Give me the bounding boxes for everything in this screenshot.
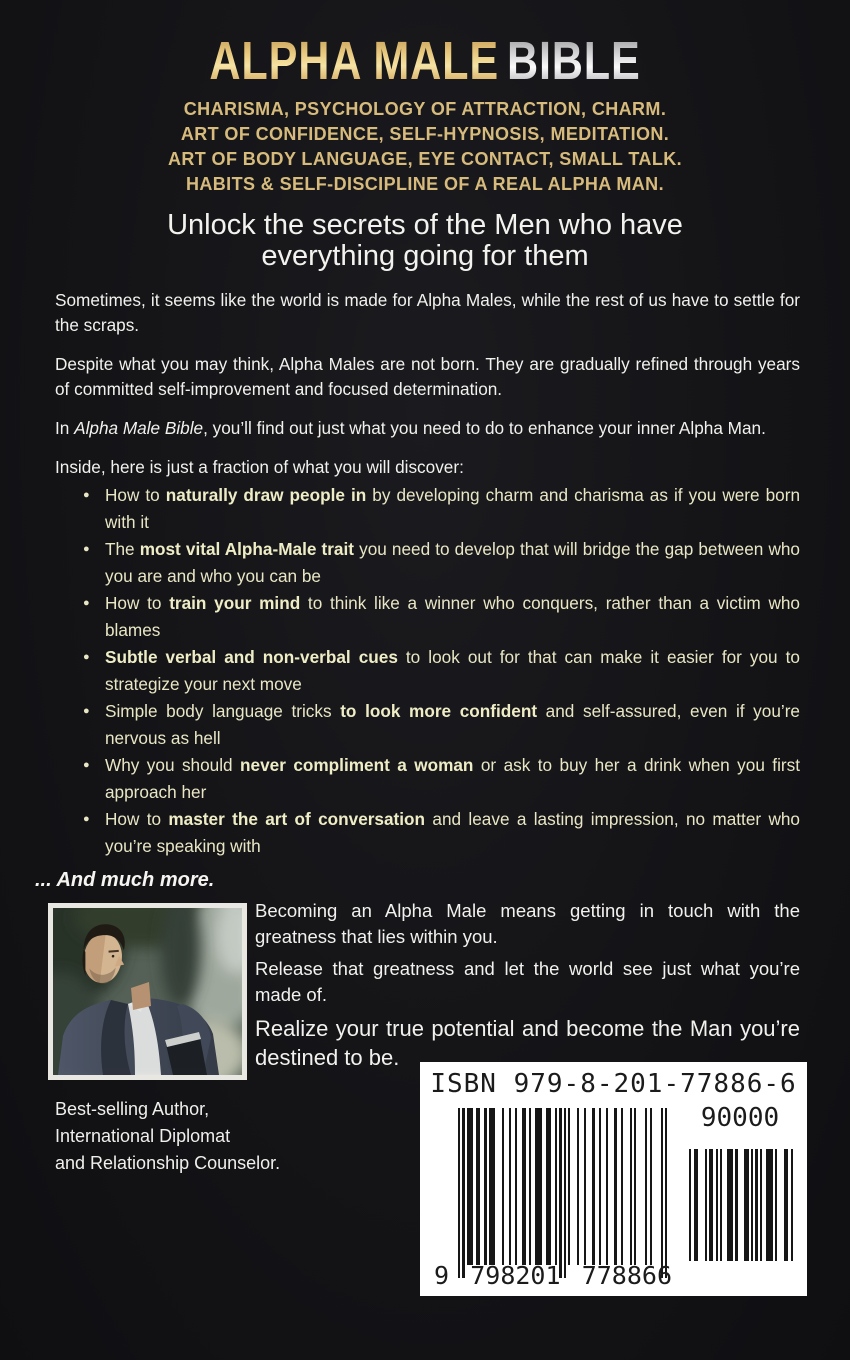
subtitle-line-4: HABITS & SELF-DISCIPLINE OF A REAL ALPHA MAN. (185, 174, 664, 194)
bullet-item: ● How to train your mind to think like a winner who conquers, rather than a victim who blames (55, 590, 800, 644)
discover-list (55, 482, 800, 860)
bullet-item: ● Simple body language tricks to look more confident and self-assured, even if you’re nervous as hell (55, 698, 800, 752)
bullet-item: ● How to naturally draw people in by developing charm and charisma as if you were born with it (55, 482, 800, 536)
barcode-addon (687, 1104, 793, 1261)
credential-line-1: Best-selling Author, (55, 1099, 210, 1119)
bullet-item: ● How to master the art of conversation and leave a lasting impression, no matter who you’re speaking with (55, 806, 800, 860)
and-much-more: ... And much more. (35, 869, 215, 891)
barcode-bars-main (458, 1108, 668, 1278)
closing-paragraph-1: Becoming an Alpha Male means getting in touch with the greatness that lies within you. (255, 900, 800, 947)
discover-lead: Inside, here is just a fraction of what you will discover: (55, 457, 464, 477)
closing-paragraph-2: Release that greatness and let the world see just what you’re made of. (255, 958, 800, 1005)
headline: Unlock the secrets of the Men who have everything going for them (167, 209, 683, 272)
author-photo-illustration (53, 908, 242, 1075)
paragraph-intro: In Alpha Male Bible, you’ll find out just what you need to do to enhance your inner Alpha Man. (55, 418, 766, 438)
barcode-price-code: 90000 (700, 1103, 780, 1133)
book-title (85, 31, 765, 91)
author-credentials (55, 1096, 280, 1177)
barcode-digit-group-3: 778866 (581, 1261, 672, 1290)
paragraph-world: Sometimes, it seems like the world is made for Alpha Males, while the rest of us have to settle for the scraps. (55, 290, 800, 335)
title-main: ALPHA MALE (209, 31, 499, 91)
header-block (0, 31, 850, 272)
subtitle-block (0, 97, 850, 197)
bullet-item: ● Why you should never compliment a woman or ask to buy her a drink when you first approach her (55, 752, 800, 806)
isbn-label: ISBN 979-8-201-77886-6 (430, 1069, 797, 1099)
barcode-digits (434, 1262, 672, 1290)
barcode-digit-group-1: 9 (434, 1261, 450, 1290)
realize-line: Realize your true potential and become the Man you’re destined to be. (255, 1016, 800, 1070)
bullet-item: ● Subtle verbal and non-verbal cues to look out for that can make it easier for you to strategize your next move (55, 644, 800, 698)
credential-line-3: and Relationship Counselor. (55, 1153, 281, 1173)
bullet-item: ● The most vital Alpha-Male trait you need to develop that will bridge the gap between who you are and who you can be (55, 536, 800, 590)
body-copy (35, 288, 800, 893)
closing-block (255, 898, 800, 1072)
credential-line-2: International Diplomat (55, 1126, 231, 1146)
paragraph-not-born: Despite what you may think, Alpha Males are not born. They are gradually refined through years of committed self-improvement and focused determination. (55, 354, 800, 399)
subtitle-line-3: ART OF BODY LANGUAGE, EYE CONTACT, SMALL TALK. (167, 149, 683, 169)
title-accent: BIBLE (506, 31, 641, 91)
isbn-barcode (420, 1062, 807, 1296)
subtitle-line-1: CHARISMA, PSYCHOLOGY OF ATTRACTION, CHARM. (183, 99, 667, 119)
barcode-digit-group-2: 798201 (470, 1261, 561, 1290)
subtitle-line-2: ART OF CONFIDENCE, SELF-HYPNOSIS, MEDITATION. (180, 124, 670, 144)
author-photo (48, 903, 247, 1080)
barcode-bars-addon (687, 1149, 793, 1261)
